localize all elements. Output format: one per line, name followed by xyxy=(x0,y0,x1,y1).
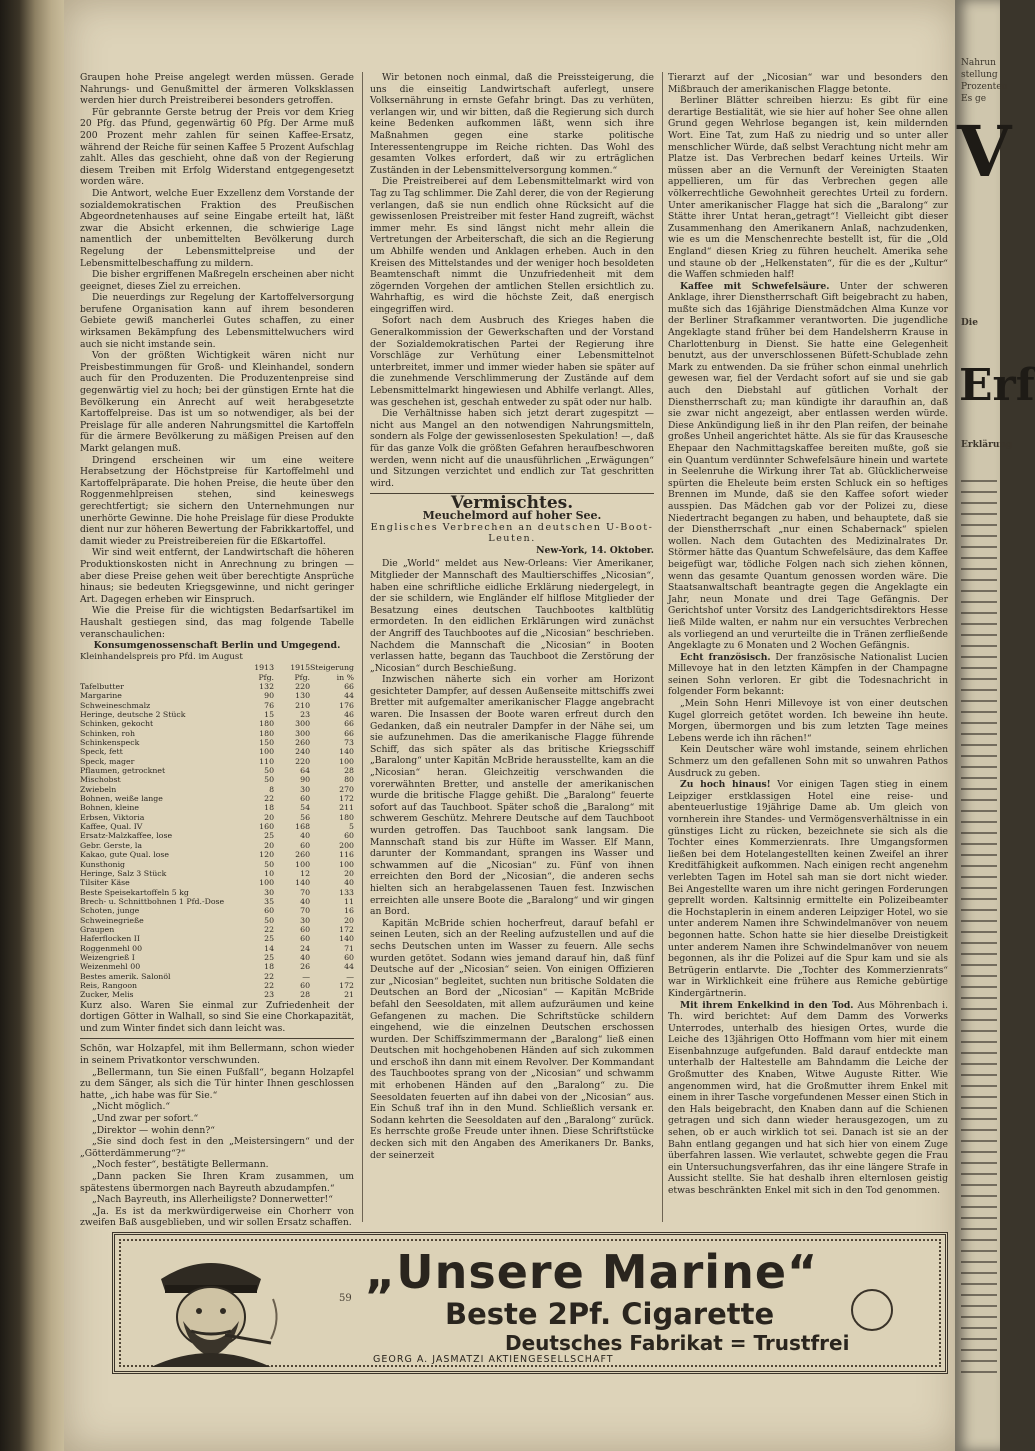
text-lines xyxy=(961,480,997,1380)
table-row xyxy=(80,747,354,756)
item-name-cell: Heringe, deutsche 2 Stück xyxy=(80,710,186,719)
page-fragment: Prozenten xyxy=(961,82,1008,92)
item-name-cell: Beste Speisekartoffeln 5 kg xyxy=(80,887,189,897)
price-cell: 40 xyxy=(344,878,354,888)
price-cell: 172 xyxy=(339,794,354,804)
paragraph: Sofort nach dem Ausbruch des Krieges haben die Generalkommission der Gewerkschaften und der Vorstand der Sozialdemokratischen Partei der Regierung ihre Vorschläge zur Verhütung einer Lebensmittelnot unterbreitet, immer und immer wieder haben sie später auf die zunehmende Verschlimmerung der Zustände auf dem Lebensmittelmarkt hingewiesen und Abhilfe verlangt. Alles, was geschehen ist, geschah entweder zu spät oder nur halb. xyxy=(370,315,654,408)
table-row xyxy=(80,990,354,999)
price-cell: 10 xyxy=(264,868,275,878)
table-row xyxy=(80,869,354,878)
item-name-cell: Gebr. Gerste, la xyxy=(80,840,143,850)
ad-number: 59 xyxy=(339,1293,352,1304)
table-row xyxy=(80,785,354,794)
paragraph: Dringend erscheinen wir um eine weitere Herabsetzung der Höchstpreise für Kartoffelmehl und Kartoffelpräparate. Die hohen Preise, die heute über den Roggenmehlpreisen stehen, sind keineswegs gerechtfertigt; sie sichern den Unternehmungen nur unerhörte Gewinne. Die hohe Preislage für diese Produkte dient nur zur höheren Bewertung der Fabrikkartoffel, und damit wieder zu Preistreibereien für die Eßkartoffel. xyxy=(80,454,354,547)
price-cell: 172 xyxy=(339,980,354,990)
price-cell: 50 xyxy=(264,766,275,776)
story-paragraph: Schön, war Holzapfel, mit ihm Bellermann, schon wieder in seinem Privatkontor verschwunden. xyxy=(80,1043,354,1067)
price-cell: 73 xyxy=(344,738,354,748)
price-cell: 132 xyxy=(259,681,275,691)
price-cell: 120 xyxy=(259,850,275,860)
story-paragraph: „Sie sind doch fest in den „Meistersingern“ und der „Götterdämmerung“?“ xyxy=(80,1136,354,1159)
item-name-cell: Haferflocken II xyxy=(80,934,140,944)
price-cell: 44 xyxy=(344,691,354,701)
price-cell: 70 xyxy=(300,906,311,916)
price-cell: 28 xyxy=(344,766,354,776)
paragraph: Wir sind weit entfernt, der Landwirtschaft die höheren Produktionskosten nicht in Anrechnung zu bringen — aber diese Preise gehen weit über berechtigte Ansprüche hinaus; sie bedeuten Kriegsgewinne, und nicht geringer Art. Dagegen erheben wir Einspruch. xyxy=(80,547,354,605)
item-name-cell: Zwiebeln xyxy=(80,784,117,794)
item-name-cell: Schweineschmalz xyxy=(80,700,151,710)
table-row xyxy=(80,766,354,775)
item-name-cell: Pflaumen, getrocknet xyxy=(80,766,166,776)
price-cell: 116 xyxy=(339,850,354,860)
table-row xyxy=(80,897,354,906)
price-cell: 60 xyxy=(300,924,311,934)
paragraph: Die Verhältnisse haben sich jetzt derart zugespitzt — nicht aus Mangel an den notwendigen Nahrungsmitteln, sondern als Folge der gewissenlosesten Spekulation! —, daß für das ganze Volk die größten Gefahren heraufbeschworen werden, wenn nicht auf die unausführlichen „Erwägungen“ und Sitzungen verzichtet und endlich zur Tat geschritten wird. xyxy=(370,408,654,489)
price-cell: 20 xyxy=(264,840,275,850)
table-row xyxy=(80,878,354,887)
table-subtitle: Kleinhandelspreis pro Pfd. im August xyxy=(80,651,243,662)
ad-company: GEORG A. JASMATZI AKTIENGESELLSCHAFT xyxy=(373,1354,614,1365)
price-cell: 14 xyxy=(264,943,275,953)
item-heading: Kaffee mit Schwefelsäure. xyxy=(680,280,830,292)
item-name-cell: Graupen xyxy=(80,924,115,934)
item-name-cell: Kakao, gute Qual. lose xyxy=(80,850,170,860)
price-cell: 50 xyxy=(264,859,275,869)
table-row xyxy=(80,691,354,700)
table-row xyxy=(80,944,354,953)
item-name-cell: Brech- u. Schnittbohnen 1 Pfd.-Dose xyxy=(80,896,225,906)
price-cell: 76 xyxy=(264,700,275,710)
item-text: Der französische Nationalist Lucien Millevoye hat in den letzten Kämpfen in der Champagne seinen Sohn verloren. Er gibt die Todesnachricht in folgender Form bekannt: xyxy=(668,651,948,698)
item-name-cell: Zucker, Melis xyxy=(80,990,134,1000)
item-heading: Zu hoch hinaus! xyxy=(680,779,771,791)
book-binding-left xyxy=(0,0,64,1451)
item-name-cell: Tafelbutter xyxy=(80,681,124,691)
page-fragment: Es ge xyxy=(961,94,987,104)
column-unit: in % xyxy=(336,672,354,682)
price-cell: 70 xyxy=(300,887,311,897)
table-row xyxy=(80,972,354,981)
section-title: Vermischtes. xyxy=(450,493,574,514)
ad-brand: „Unsere Marine“ xyxy=(365,1245,819,1299)
price-cell: 8 xyxy=(269,784,275,794)
price-cell: 5 xyxy=(349,822,354,832)
price-cell: 20 xyxy=(344,868,354,878)
price-cell: 66 xyxy=(344,719,354,729)
table-row xyxy=(80,701,354,710)
price-cell: 20 xyxy=(344,915,354,925)
price-cell: 100 xyxy=(339,756,354,766)
item-name-cell: Heringe, Salz 3 Stück xyxy=(80,868,167,878)
table-row xyxy=(80,962,354,971)
paragraph: Die Antwort, welche Euer Exzellenz dem Vorstande der sozialdemokratischen Fraktion des Preußischen Abgeordnetenhauses auf seine Eingabe erteilt hat, läßt zwar die Absicht erkennen, die schwierige Lage namentlich der unbemittelten Bevölkerung durch Regelung der Lebensmittelpreise und der Lebensmittelbeschaffung zu mildern. xyxy=(80,187,354,269)
price-cell: 270 xyxy=(339,784,354,794)
table-row xyxy=(80,710,354,719)
price-cell: 12 xyxy=(300,868,311,878)
masthead-letter: V xyxy=(957,110,1012,193)
story-paragraph: „Bellermann, tun Sie einen Fußfall“, begann Holzapfel zu dem Sänger, als sich die Tür hinter Ihnen geschlossen hatte, „ich habe was für Sie.“ xyxy=(80,1066,354,1101)
price-cell: 260 xyxy=(295,850,311,860)
story-paragraph: „Direktor — wohin denn?“ xyxy=(92,1124,215,1136)
paragraph: Tierarzt auf der „Nicosian“ war und besonders den Mißbrauch der amerikanischen Flagge betonte. xyxy=(668,72,948,95)
price-cell: 176 xyxy=(339,700,354,710)
seal-icon xyxy=(851,1289,893,1331)
article-paragraph: Inzwischen näherte sich ein vorher am Horizont gesichteter Dampfer, auf dessen Außenseite mittschiffs zwei Bretter mit aufgemalter amerikanischer Flagge angebracht waren. Die Insassen der Boote waren erfreut durch den Gedanken, daß ein neutraler Dampfer in der Nähe sei, um sie aufzunehmen. Das die amerikanische Flagge führende Schiff, das sich später als das britische Kriegsschiff „Baralong“ unter Kapitän McBride herausstellte, kam an die „Nicosian“ heran. Gleichzeitig verschwanden die vorerwähnten Bretter, und anstelle der amerikanischen wurde die britische Flagge gehißt. Die „Baralong“ feuerte sofort auf das Tauchboot. Später schoß die „Baralong“ mit schwerem Geschütz. Mehrere Deutsche auf dem Tauchboot wurden getroffen. Das Tauchboot sank langsam. Die Mannschaft stand bis zur Hüfte im Wasser. Elf Mann, darunter der Kommandant, sprangen ins Wasser und schwammen auf die „Nicosian“ zu. Fünf von ihnen erreichten den Bord der „Nicosian“, die anderen sechs hielten sich an herabgelassenen Tauen fest. Inzwischen erreichten alle unsere Boote die „Baralong“ und wir gingen an Bord. xyxy=(370,674,654,918)
price-cell: 35 xyxy=(264,896,275,906)
item-text: Unter der schweren Anklage, ihrer Dienstherrschaft Gift beigebracht zu haben, mußte sich das 16jährige Dienstmädchen Alma Kunze vor der Berliner Strafkammer verantworten. Die jugendliche Angeklagte stand früher bei dem Handelsherrn Krause in Charlottenburg in Dienst. Sie hatte eine Gelegenheit benutzt, aus der unverschlossenen Büfett-Schublade zehn Mark zu entwenden. Da sie früher schon einmal unehrlich gewesen war, fiel der Verdacht sofort auf sie und sie gab auch den Diebstahl auf gütlichen Vorhalt der Dienstherrschaft zu; man kündigte ihr daraufhin an, daß sie zwar nicht angezeigt, aber entlassen werden würde. Diese Ankündigung ließ in ihr den Plan reifen, der beinahe großes Unheil angerichtet hätte. Als sie für das Krausesche Ehepaar den Nachmittagskaffee bereiten mußte, goß sie ein Quantum verdünnter Schwefelsäure hinein und wartete in Seelenruhe die Wirkung ihrer Tat ab. Glücklicherweise spürten die Eheleute beim ersten Schluck ein so heftiges Brennen im Munde, daß sie den Kaffee sofort wieder ausspien. Das Mädchen gab vor der Polizei zu, diese Niedertracht begangen zu haben, und behauptete, daß sie der Dienstherrschaft „nur einen Schabernack“ spielen wollen. Nach dem Gutachten des Medizinalrates Dr. Störmer hätte das Quantum Schwefelsäure, das dem Kaffee beigefügt war, tödliche Folgen nach sich ziehen können, wenn das gesamte Quantum genossen worden wäre. Die Staatsanwaltschaft beantragte gegen die Angeklagte ein Jahr, neun Monate und drei Tage Gefängnis. Der Gerichtshof unter Vorsitz des Landgerichtsdirektors Hesse ließ Milde walten, er nahm nur ein versuchtes Verbrechen als vorliegend an und verurteilte die in Tränen zerfließende Angeklagte zu 6 Monaten und 2 Wochen Gefängnis. xyxy=(668,280,948,652)
price-cell: 18 xyxy=(264,962,275,972)
price-cell: 200 xyxy=(339,840,354,850)
price-cell: 168 xyxy=(295,822,311,832)
price-cell: 150 xyxy=(259,738,275,748)
price-cell: 60 xyxy=(344,952,354,962)
price-cell: 100 xyxy=(295,859,311,869)
price-cell: 180 xyxy=(339,812,354,822)
item-name-cell: Erbsen, Viktoria xyxy=(80,812,145,822)
item-name-cell: Ersatz-Malzkaffee, lose xyxy=(80,831,173,841)
item-name-cell: Margarine xyxy=(80,691,122,701)
price-cell: 180 xyxy=(259,728,275,738)
item-name-cell: Schweinegrieße xyxy=(80,915,144,925)
quote: „Mein Sohn Henri Millevoye ist von einer deutschen Kugel glorreich getötet worden. Ich beweine ihn heute. Morgen, übermorgen und bis zum letzten Tage meines Lebens werde ich ihn rächen!“ xyxy=(668,698,948,744)
price-cell: 90 xyxy=(300,775,311,785)
item-name-cell: Bestes amerik. Salonöl xyxy=(80,971,171,981)
article-title: Meuchelmord auf hoher See. xyxy=(422,508,602,522)
price-cell: 54 xyxy=(300,803,311,813)
item-name-cell: Bohnen, kleine xyxy=(80,803,140,813)
paragraph: Die Preistreiberei auf dem Lebensmittelmarkt wird von Tag zu Tag schlimmer. Die Zahl derer, die von der Regierung verlangen, daß sie nun endlich ohne Rücksicht auf die gewissenlosen Preistreiber mit fester Hand zugreift, wächst immer mehr. Es sind längst nicht mehr allein die Vertretungen der Arbeiterschaft, die sich an die Regierung um Abhilfe wenden und Anklagen erheben. Auch in den Kreisen des Mittelstandes und der weniger hoch besoldeten Beamtenschaft nimmt die Unzufriedenheit mit dem zögernden Vorgehen der amtlichen Stellen ersichtlich zu. Wahrhaftig, es wird die höchste Zeit, daß energisch eingegriffen wird. xyxy=(370,176,654,315)
item-name-cell: Kaffee, Qual. IV xyxy=(80,822,143,832)
paragraph: Graupen hohe Preise angelegt werden müssen. Gerade Nahrungs- und Genußmittel der ärmeren Volksklassen werden hier durch Preistreiberei besonders getroffen. xyxy=(80,72,354,107)
table-row xyxy=(80,775,354,784)
price-cell: 172 xyxy=(339,924,354,934)
price-cell: 220 xyxy=(295,756,311,766)
price-cell: 140 xyxy=(339,934,354,944)
price-cell: 66 xyxy=(344,728,354,738)
price-cell: 300 xyxy=(295,728,311,738)
price-cell: 80 xyxy=(344,775,354,785)
paragraph: Kurz also. Waren Sie einmal zur Zufriedenheit der dortigen Götter in Walhall, so sind Sie eine Chorkapazität, und zum Winter findet sich dann leicht was. xyxy=(80,999,354,1034)
price-cell: 211 xyxy=(339,803,354,813)
cigarette-advertisement xyxy=(112,1232,948,1374)
paragraph: Wie die Preise für die wichtigsten Bedarfsartikel im Haushalt gestiegen sind, das mag folgende Tabelle veranschaulichen: xyxy=(80,605,354,640)
column-header: 1915 xyxy=(290,663,311,673)
next-page-edge xyxy=(955,0,1035,1451)
item-name-cell: Roggenmehl 00 xyxy=(80,943,143,953)
price-cell: 260 xyxy=(295,738,311,748)
paragraph: Von der größten Wichtigkeit wären nicht nur Preisbestimmungen für Groß- und Kleinhandel, sondern auch für den Produzenten. Die Produzentenpreise sind gegenwärtig viel zu hoch; bei der günstigen Ernte hat die Bevölkerung ein Anrecht auf weit herabgesetzte Kartoffelpreise. Das ist um so notwendiger, als bei der Preislage für alle anderen Nahrungsmittel die Kartoffeln für die ärmere Bevölkerung zu mäßigen Preisen auf den Markt gelangen muß. xyxy=(80,350,354,454)
price-cell: 11 xyxy=(344,896,354,906)
table-row xyxy=(80,953,354,962)
price-cell: 300 xyxy=(295,719,311,729)
table-row xyxy=(80,831,354,840)
price-cell: 130 xyxy=(295,691,311,701)
price-cell: 220 xyxy=(295,681,311,691)
price-cell: 18 xyxy=(264,803,275,813)
table-units-row xyxy=(80,673,354,682)
table-row xyxy=(80,822,354,831)
price-cell: 210 xyxy=(295,700,311,710)
price-cell: 40 xyxy=(300,831,311,841)
item-text: Aus Möhrenbach i. Th. wird berichtet: Auf dem Damm des Vorwerks Unterrodes, unterhalb des hiesigen Ortes, wurde die Leiche des 13jährigen Otto Hoffmann vom hier mit einem Eisenbahnzuge aufgefunden. Bald darauf entdeckte man unterhalb der Haltestelle am Bahndamm die Leiche der Großmutter des Knaben, Witwe Auguste Ritter. Wie angenommen wird, hat die Großmutter ihrem Enkel mit einem in ihrer Tasche vorgefundenen Messer einen Stich in den Hals beigebracht, den Knaben dann auf die Schienen getragen und sich dann wieder herausgezogen, um zu sehen, ob er auch wirklich tot sei. Danach ist sie an der Bahn entlang gegangen und hat sich hier von einem Zuge überfahren lassen. Wie verlautet, schwebte gegen die Frau ein Untersuchungsverfahren, das ihr eine längere Strafe in Aussicht stellte. Sie hat deshalb ihren elternlosen geistig etwas beschränkten Enkel mit sich in den Tod genommen. xyxy=(668,999,949,1196)
page-fragment: Erklärung xyxy=(961,440,1013,450)
price-cell: 100 xyxy=(339,859,354,869)
price-table xyxy=(80,663,354,999)
column-unit: Pfg. xyxy=(294,672,311,682)
price-cell: 44 xyxy=(344,962,354,972)
price-cell: 180 xyxy=(259,719,275,729)
article-paragraph: Kapitän McBride schien hocherfreut, darauf befahl er seinen Leuten, sich an der Reeling aufzustellen und auf die sechs Deutschen unten im Wasser zu feuern. Alle sechs wurden getötet. Sodann wies jemand darauf hin, daß fünf Deutsche auf der „Nicosian“ seien. Von einigen Offizieren zur „Nicosian“ begleitet, suchten nun britische Soldaten die Deutschen an Bord der „Nicosian“ — Kapitän McBride befahl den Seesoldaten, mit allem aufzuräumen und keine Gefangenen zu machen. Die Schriftstücke schildern eingehend, wie die einzelnen Deutschen erschossen wurden. Der Schiffszimmermann der „Baralong“ ließ einen Deutschen mit hochgehobenen Händen auf sich zukommen und erschoß ihn dann mit einem Revolver. Der Kommandant des Tauchbootes sprang von der „Nicosian“ und schwamm mit erhobenen Händen auf den „Baralong“ zu. Die Seesoldaten feuerten auf ihn dabei von der „Nicosian“ aus. Ein Schuß traf ihn in den Mund. Schließlich versank er. Sodann kehrten die Seesoldaten auf den „Baralong“ zurück. Es herrschte große Freude unter ihnen. Diese Schriftstücke decken sich mit den Angaben des Amerikaners Dr. Banks, der seinerzeit xyxy=(370,917,654,1161)
price-cell: 50 xyxy=(264,915,275,925)
price-cell: 46 xyxy=(344,710,354,719)
column-header: 1913 xyxy=(254,663,275,673)
item-text: Vor einigen Tagen stieg in einem Leipziger erstklassigen Hotel eine reise- und abenteuerlustige 19jährige Dame ab. Um gleich von vornherein ihre Standes- und Vermögensverhältnisse in ein günstiges Licht zu rücken, bezeichnete sie sich als die Tochter eines Kommerzienrats. Ihre Umgangsformen ließen bei dem Hotelangestellten keinen Zweifel an ihrer Kreditfähigkeit aufkommen. Nach einigen recht angenehm verlebten Tagen im Hotel sah man sie dort nicht wieder. Bei Angestellte waren um ihre nicht geringen Forderungen geprellt worden. Kaltsinnig ermittelte ein Polizeibeamter die Hochstaplerin in einem anderen Leipziger Hotel, wo sie unter anderem Namen ihre Schwindelmanöver von neuem begonnen hatte. Schon hatte sie hier dieselbe Dreistigkeit unter anderem Namen ihre Schwindelmanöver von neuem begonnen, als ihr die Polizei auf die Spur kam und sie als Betrügerin entlarvte. Die „Tochter des Kommerzienrats“ war in Wirklichkeit eine frühere aus Remiche gebürtige Kindergärtnerin. xyxy=(668,779,949,999)
table-row xyxy=(80,916,354,925)
paragraph: Berliner Blätter schreiben hierzu: Es gibt für eine derartige Bestialität, wie sie hier auf hoher See ohne allen Grund gegen Wehrlose begangen ist, kein mildernden Wort. Eine Tat, zum Haß zu niedrig und so unter aller menschlicher Würde, daß selbst Verachtung nicht mehr am Platze ist. Das Verbrechen bedarf keines Urteils. Wir müssen aber an die Vernunft der Vereinigten Staaten appellieren, um für das Verbrechen gegen alle völkerrechtliche Gewohnheit gerechtes Urteil zu fordern. Unter amerikanischer Flagge hat sich die „Baralong“ zur Stätte ihrer Untat heran„getragt“! Vielleicht gibt dieser Zusammenhang den Amerikanern Anlaß, nachzudenken, wie es um die Menschenrechte bestellt ist, für die „Old England“ diesen Krieg zu führen heuchelt. Amerika sehe und staune ob der „Helkenstaten“, für die es der „Kultur“ die Waffen schmieden half! xyxy=(668,95,948,281)
price-cell: 110 xyxy=(259,756,275,766)
column-3 xyxy=(668,72,948,1197)
price-cell: 25 xyxy=(264,952,275,962)
price-cell: 21 xyxy=(344,990,354,1000)
price-cell: 60 xyxy=(300,794,311,804)
paragraph: Die neuerdings zur Regelung der Kartoffelversorgung berufene Organisation kann auf ihrem besonderen Gebiete gewiß mancherlei Gutes schaffen, zu einer wirksamen Bekämpfung des Lebensmittelwuchers wird auch sie nicht imstande sein. xyxy=(80,292,354,350)
price-cell: 240 xyxy=(295,747,311,757)
item-name-cell: Bohnen, weiße lange xyxy=(80,794,163,804)
price-cell: 22 xyxy=(264,924,275,934)
column-header: Steigerung xyxy=(310,663,354,673)
price-cell: 22 xyxy=(264,980,275,990)
item-name-cell: Schinken, roh xyxy=(80,728,136,738)
page-fragment: Nahrun xyxy=(961,58,996,68)
price-cell: 40 xyxy=(300,896,311,906)
price-cell: 64 xyxy=(300,766,311,776)
table-title: Konsumgenossenschaft Berlin und Umgegend. xyxy=(93,640,341,652)
item-name-cell: Weizengrieß I xyxy=(80,952,135,962)
item-name-cell: Schinkenspeck xyxy=(80,738,140,748)
page-fragment: stellung xyxy=(961,70,998,80)
table-row xyxy=(80,794,354,803)
price-cell: 23 xyxy=(264,990,275,1000)
item-name-cell: Schoten, junge xyxy=(80,906,140,916)
price-cell: 50 xyxy=(264,775,275,785)
paragraph: Kein Deutscher wäre wohl imstande, seinem ehrlichen Schmerz um den gefallenen Sohn mit so unwahren Pathos Ausdruck zu geben. xyxy=(668,744,948,779)
item-name-cell: Weizenmehl 00 xyxy=(80,962,141,972)
column-rule xyxy=(662,72,663,1222)
table-row xyxy=(80,850,354,859)
price-cell: 16 xyxy=(344,906,354,916)
price-cell: 40 xyxy=(300,952,311,962)
price-cell: 23 xyxy=(300,710,311,719)
table-row xyxy=(80,813,354,822)
table-row xyxy=(80,888,354,897)
column-rule xyxy=(362,72,363,1222)
price-cell: 160 xyxy=(259,822,275,832)
headline-fragment: Erf xyxy=(959,360,1035,411)
price-cell: 100 xyxy=(259,878,275,888)
sailor-portrait-icon xyxy=(121,1239,301,1367)
table-row xyxy=(80,841,354,850)
price-cell: 66 xyxy=(344,681,354,691)
item-name-cell: Tilsiter Käse xyxy=(80,878,130,888)
item-name-cell: Kunsthonig xyxy=(80,859,126,869)
item-name-cell: Speck, mager xyxy=(80,756,135,766)
price-cell: 22 xyxy=(264,794,275,804)
price-cell: 25 xyxy=(264,934,275,944)
column-unit: Pfg. xyxy=(258,672,275,682)
paragraph: Für gebrannte Gerste betrug der Preis vor dem Krieg 20 Pfg. das Pfund, gegenwärtig 60 Pfg. Der Arme muß 200 Prozent mehr zahlen für seinen Kaffee-Ersatz, während der Reiche für seinen Kaffee 5 Prozent Aufschlag zahlt. Alles das geschieht, ohne daß von der Regierung diesem Treiben mit Erfolg Widerstand entgegengesetzt worden wäre. xyxy=(80,106,354,188)
story-paragraph: „Und zwar per sofort.“ xyxy=(92,1113,199,1124)
story-paragraph: „Noch fester“, bestätigte Bellermann. xyxy=(92,1159,269,1171)
table-row xyxy=(80,738,354,747)
article-subtitle: Englisches Verbrechen an deutschen U-Boot-Leuten. xyxy=(370,521,654,545)
price-cell: — xyxy=(346,971,354,981)
table-row xyxy=(80,925,354,934)
table-row xyxy=(80,719,354,728)
paragraph: Die bisher ergriffenen Maßregeln erscheinen aber nicht geeignet, dieses Ziel zu erreichen. xyxy=(80,269,354,292)
table-row xyxy=(80,757,354,766)
divider xyxy=(80,1038,354,1039)
price-cell: 25 xyxy=(264,831,275,841)
price-cell: 90 xyxy=(264,691,275,701)
paragraph: Wir betonen noch einmal, daß die Preissteigerung, die uns die einseitig Landwirtschaft auferlegt, unsere Volksernährung in ernste Gefahr bringt. Das zu verhüten, verlangen wir, und wir bitten, daß die Regierung sich durch keine Bedenken aufkommen läßt, wenn sich ihre Maßnahmen gegen eine starke politische Interessentengruppe im Reiche richten. Das Wohl des gesamten Volkes erfordert, daß wir zu erträglichen Zuständen in der Lebensmittelversorgung kommen.“ xyxy=(370,72,654,176)
price-cell: 60 xyxy=(300,980,311,990)
table-row xyxy=(80,906,354,915)
price-cell: 60 xyxy=(264,906,275,916)
story-paragraph: „Nicht möglich.“ xyxy=(92,1101,171,1113)
item-name-cell: Reis, Rangoon xyxy=(80,980,138,990)
price-cell: 140 xyxy=(295,878,311,888)
table-row xyxy=(80,934,354,943)
price-cell: 20 xyxy=(264,812,275,822)
price-cell: 22 xyxy=(264,971,275,981)
price-cell: 56 xyxy=(300,812,311,822)
price-cell: 60 xyxy=(300,840,311,850)
ad-tagline: Beste 2Pf. Cigarette xyxy=(445,1297,775,1331)
price-cell: 60 xyxy=(300,934,311,944)
column-2 xyxy=(370,72,654,1161)
table-row xyxy=(80,682,354,691)
price-cell: 26 xyxy=(300,962,311,972)
price-cell: 28 xyxy=(300,990,311,1000)
price-cell: 15 xyxy=(264,710,275,719)
story-paragraph: „Nach Bayreuth, ins Allerheiligste? Donnerwetter!“ xyxy=(92,1194,333,1206)
column-1 xyxy=(80,72,354,1229)
price-cell: 133 xyxy=(339,887,354,897)
article-paragraph: Die „World“ meldet aus New-Orleans: Vier Amerikaner, Mitglieder der Mannschaft des Maultierschiffes „Nicosian“, haben eine schriftliche eidliche Erklärung niedergelegt, in der sie schildern, wie Engländer elf hilflose Mitglieder der Besatzung eines deutschen Tauchbootes kaltblütig ermordeten. In den eidlichen Erklärungen wird zunächst der Angriff des Tauchbootes auf die „Nicosian“ beschrieben. Nachdem die Mannschaft die „Nicosian“ in Booten verlassen hatte, begann das Tauchboot die Zerstörung der „Nicosian“ durch Beschießung. xyxy=(370,558,654,674)
price-cell: 30 xyxy=(300,784,311,794)
price-cell: 140 xyxy=(339,747,354,757)
story-paragraph: „Ja. Es ist da merkwürdigerweise ein Chorherr von zweifen Baß ausgeblieben, und wir sollen Ersatz schaffen. xyxy=(80,1205,354,1229)
item-heading: Mit ihrem Enkelkind in den Tod. xyxy=(680,999,854,1011)
item-name-cell: Schinken, gekocht xyxy=(80,719,154,729)
table-header-row xyxy=(80,663,354,672)
price-cell: — xyxy=(302,971,311,981)
item-heading: Echt französisch. xyxy=(680,651,771,663)
table-row xyxy=(80,981,354,990)
item-name-cell: Mischobst xyxy=(80,775,121,785)
price-cell: 30 xyxy=(300,915,311,925)
price-cell: 71 xyxy=(344,943,354,953)
ad-subline: Deutsches Fabrikat = Trustfrei xyxy=(505,1331,850,1355)
table-row xyxy=(80,729,354,738)
price-cell: 24 xyxy=(300,943,311,953)
price-cell: 60 xyxy=(344,831,354,841)
price-table-body xyxy=(80,682,354,1000)
table-row xyxy=(80,860,354,869)
item-name-cell: Speck, fett xyxy=(80,747,123,757)
table-row xyxy=(80,803,354,812)
price-cell: 100 xyxy=(259,747,275,757)
page-fragment: Die xyxy=(961,318,978,328)
dateline: New-York, 14. Oktober. xyxy=(536,544,654,556)
story-paragraph: „Dann packen Sie Ihren Kram zusammen, um spätestens übermorgen nach Bayreuth abzudampfen.“ xyxy=(80,1170,354,1194)
price-cell: 30 xyxy=(264,887,275,897)
